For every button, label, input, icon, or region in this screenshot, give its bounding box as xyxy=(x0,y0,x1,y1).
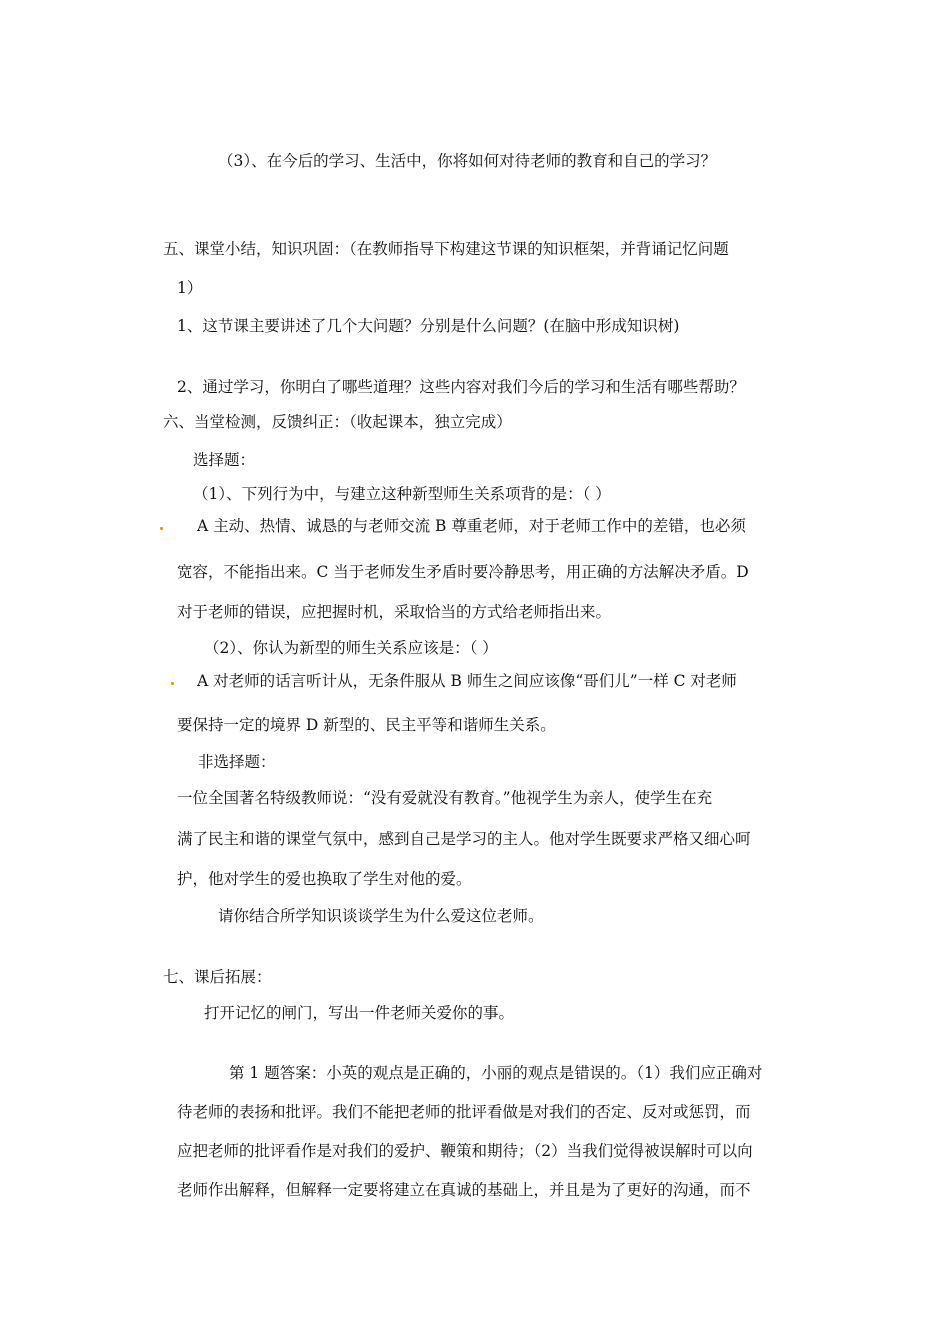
text-line: 1、这节课主要讲述了几个大问题？分别是什么问题？(在脑中形成知识树) xyxy=(177,317,680,335)
text-line: （2）、你认为新型的师生关系应该是：（ ） xyxy=(204,639,498,657)
text-line: A 主动、热情、诚恳的与老师交流 B 尊重老师，对于老师工作中的差错，也必须 xyxy=(197,517,746,535)
text-line: 宽容，不能指出来。C 当于老师发生矛盾时要冷静思考，用正确的方法解决矛盾。D xyxy=(177,563,749,581)
text-line: 老师作出解释，但解释一定要将建立在真诚的基础上，并且是为了更好的沟通，而不 xyxy=(177,1181,751,1199)
text-line: 2、通过学习，你明白了哪些道理？这些内容对我们今后的学习和生活有哪些帮助？ xyxy=(177,378,745,396)
marker-dot xyxy=(171,682,174,685)
text-line: 选择题： xyxy=(193,451,256,469)
text-line: 对于老师的错误，应把握时机，采取恰当的方式给老师指出来。 xyxy=(177,603,612,621)
marker-dot xyxy=(160,527,163,530)
text-line: 一位全国著名特级教师说：“没有爱就没有教育。”他视学生为亲人，使学生在充 xyxy=(177,789,713,807)
text-line: 护，他对学生的爱也换取了学生对他的爱。 xyxy=(177,870,472,888)
section-heading: 六、当堂检测，反馈纠正：（收起课本，独立完成） xyxy=(163,413,512,431)
text-line: 打开记忆的闸门，写出一件老师关爱你的事。 xyxy=(204,1004,515,1022)
section-heading: 七、课后拓展： xyxy=(163,968,272,986)
text-line: 第 1 题答案：小英的观点是正确的，小丽的观点是错误的。（1）我们应正确对 xyxy=(229,1064,763,1082)
text-line: 待老师的表扬和批评。我们不能把老师的批评看做是对我们的否定、反对或惩罚，而 xyxy=(177,1103,751,1121)
text-line: 非选择题： xyxy=(198,753,276,771)
text-line: 请你结合所学知识谈谈学生为什么爱这位老师。 xyxy=(218,907,544,925)
text-line: 要保持一定的境界 D 新型的、民主平等和谐师生关系。 xyxy=(177,716,556,734)
text-line: A 对老师的话言听计从，无条件服从 B 师生之间应该像“哥们儿”一样 C 对老师 xyxy=(197,672,737,690)
text-line: （1）、下列行为中，与建立这种新型师生关系项背的是：（ ） xyxy=(193,485,611,503)
text-line: 应把老师的批评看作是对我们的爱护、鞭策和期待；（2）当我们觉得被误解时可以向 xyxy=(177,1142,753,1160)
text-line: 满了民主和谐的课堂气氛中，感到自己是学习的主人。他对学生既要求严格又细心呵 xyxy=(177,830,751,848)
text-line: （3）、在今后的学习、生活中，你将如何对待老师的教育和自己的学习？ xyxy=(218,152,717,170)
section-heading: 五、课堂小结，知识巩固：（在教师指导下构建这节课的知识框架，并背诵记忆问题 xyxy=(163,240,729,258)
text-line: 1） xyxy=(177,279,203,297)
